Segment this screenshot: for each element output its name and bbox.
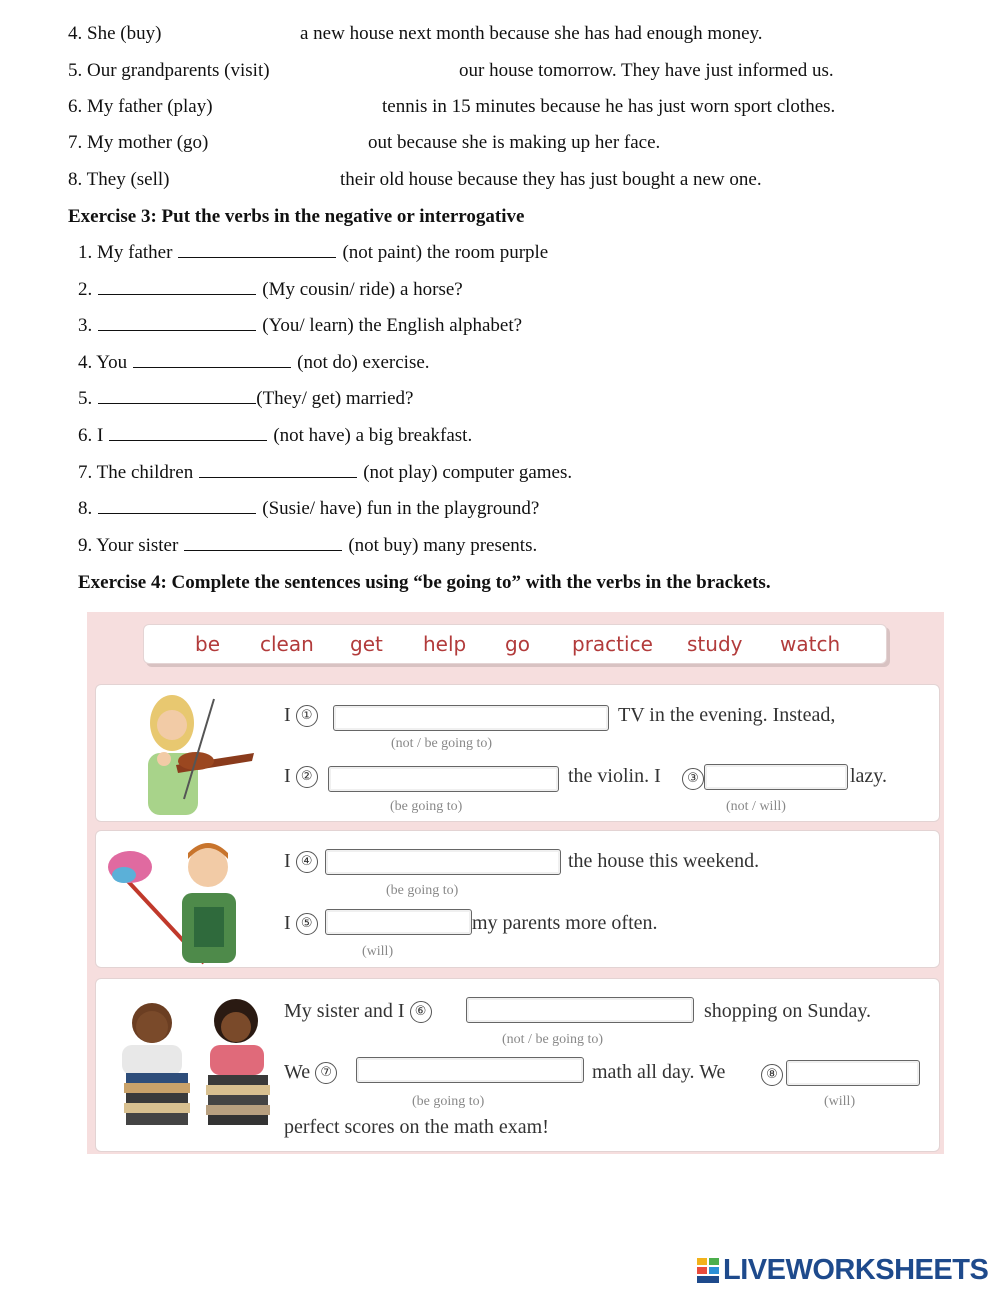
- exercise4-heading: Exercise 4: Complete the sentences using “be going to” with the verbs in the brackets.: [78, 572, 771, 593]
- answer-box-3[interactable]: [704, 764, 848, 790]
- panel3-line1: [284, 999, 432, 1023]
- item-after: (not paint) the room purple: [342, 242, 549, 263]
- hint-1: (not / be going to): [391, 736, 493, 751]
- exercise3-item-8: [78, 497, 539, 521]
- word-bank-item: be: [195, 632, 220, 656]
- item-rest: out because she is making up her face.: [368, 132, 661, 153]
- answer-blank[interactable]: [199, 461, 357, 478]
- exercise3-item-1: [78, 241, 548, 265]
- word-bank-item: study: [687, 632, 743, 656]
- panel2-line1-rest: the house this weekend.: [568, 850, 760, 872]
- panel3-line2: [284, 1060, 337, 1084]
- answer-blank[interactable]: [133, 351, 291, 368]
- answer-box-5[interactable]: [325, 909, 472, 935]
- answer-box-4[interactable]: [325, 849, 561, 875]
- answer-blank[interactable]: [109, 424, 267, 441]
- girl-violin-illustration: [104, 689, 274, 817]
- panel3-line1-rest: shopping on Sunday.: [704, 1000, 872, 1022]
- question-number-3: ③: [682, 768, 704, 790]
- question-number-5: ⑤: [296, 913, 318, 935]
- item-before: 2.: [78, 279, 93, 300]
- panel3-line2-mid: math all day. We: [592, 1061, 726, 1083]
- answer-box-7[interactable]: [356, 1057, 584, 1083]
- exercise4-panel-2: [95, 830, 940, 968]
- hint-3: (not / will): [726, 799, 786, 814]
- panel1-line2: [284, 764, 318, 788]
- item-after: (not buy) many presents.: [348, 535, 538, 556]
- exercise4-area: [87, 612, 944, 1154]
- exercise3-item-9: [78, 534, 537, 558]
- panel1-line2-mid: the violin. I: [568, 765, 661, 787]
- subject: I: [284, 850, 291, 872]
- subject: I: [284, 912, 291, 934]
- item-before: 9. Your sister: [78, 535, 179, 556]
- answer-blank[interactable]: [98, 278, 256, 295]
- item-before: 6. I: [78, 425, 104, 446]
- item-after: (My cousin/ ride) a horse?: [262, 279, 463, 300]
- hint-6: (not / be going to): [502, 1032, 604, 1047]
- item-prompt: 6. My father (play): [68, 96, 213, 117]
- answer-box-8[interactable]: [786, 1060, 920, 1086]
- hint-8: (will): [824, 1094, 856, 1109]
- word-bank-item: clean: [260, 632, 314, 656]
- item-before: 4. You: [78, 352, 128, 373]
- question-number-6: ⑥: [410, 1001, 432, 1023]
- exercise4-panel-1: [95, 684, 940, 822]
- subject: I: [284, 704, 291, 726]
- answer-blank[interactable]: [98, 497, 256, 514]
- panel1-line1-rest: TV in the evening. Instead,: [618, 704, 836, 726]
- item-after: (Susie/ have) fun in the playground?: [262, 498, 540, 519]
- logo-mark-icon: [697, 1258, 721, 1284]
- item-after: (They/ get) married?: [256, 388, 414, 409]
- exercise4-panel-3: [95, 978, 940, 1152]
- exercise3-heading: Exercise 3: Put the verbs in the negative or interrogative: [68, 206, 525, 227]
- panel2-line1: [284, 849, 318, 873]
- question-number-1: ①: [296, 705, 318, 727]
- panel2-line2: [284, 911, 318, 935]
- answer-box-1[interactable]: [333, 705, 609, 731]
- panel2-line2-rest: my parents more often.: [472, 912, 658, 934]
- brand-name: LIVEWORKSHEETS: [723, 1254, 989, 1286]
- item-before: 5.: [78, 388, 93, 409]
- hint-7: (be going to): [412, 1094, 485, 1109]
- panel3-line3: perfect scores on the math exam!: [284, 1116, 549, 1138]
- exercise3-item-7: [78, 461, 572, 485]
- exercise3-item-3: [78, 314, 522, 338]
- exercise3-item-5: [78, 387, 413, 411]
- item-prompt: 7. My mother (go): [68, 132, 209, 153]
- answer-blank[interactable]: [184, 534, 342, 551]
- panel1-line1: [284, 703, 318, 727]
- item-prompt: 8. They (sell): [68, 169, 170, 190]
- exercise3-item-4: [78, 351, 430, 375]
- word-bank-item: help: [423, 632, 467, 656]
- question-number-7: ⑦: [315, 1062, 337, 1084]
- item-after: (not play) computer games.: [363, 462, 573, 483]
- hint-5: (will): [362, 944, 394, 959]
- item-before: 7. The children: [78, 462, 194, 483]
- question-number-2: ②: [296, 766, 318, 788]
- item-after: (You/ learn) the English alphabet?: [262, 315, 523, 336]
- subject: I: [284, 765, 291, 787]
- panel1-line2-rest: lazy.: [850, 765, 888, 787]
- item-rest: their old house because they has just bought a new one.: [340, 169, 762, 190]
- answer-blank[interactable]: [98, 387, 256, 404]
- item-rest: tennis in 15 minutes because he has just worn sport clothes.: [382, 96, 836, 117]
- item-after: (not have) a big breakfast.: [273, 425, 473, 446]
- hint-4: (be going to): [386, 883, 459, 898]
- answer-blank[interactable]: [98, 314, 256, 331]
- item-rest: our house tomorrow. They have just informed us.: [459, 60, 834, 81]
- answer-blank[interactable]: [178, 241, 336, 258]
- word-bank-item: go: [505, 632, 530, 656]
- item-before: 1. My father: [78, 242, 173, 263]
- answer-box-2[interactable]: [328, 766, 559, 792]
- word-bank-item: practice: [572, 632, 653, 656]
- exercise3-item-2: [78, 278, 463, 302]
- answer-box-6[interactable]: [466, 997, 694, 1023]
- subject: We: [284, 1061, 311, 1083]
- children-books-illustration: [106, 993, 276, 1143]
- item-rest: a new house next month because she has had enough money.: [300, 23, 763, 44]
- item-before: 8.: [78, 498, 93, 519]
- question-number-8: ⑧: [761, 1064, 783, 1086]
- hint-2: (be going to): [390, 799, 463, 814]
- item-prompt: 5. Our grandparents (visit): [68, 60, 270, 81]
- item-after: (not do) exercise.: [297, 352, 430, 373]
- item-prompt: 4. She (buy): [68, 23, 162, 44]
- boy-broom-illustration: [104, 837, 274, 965]
- item-before: 3.: [78, 315, 93, 336]
- word-bank: [143, 624, 887, 664]
- word-bank-item: watch: [780, 632, 841, 656]
- exercise3-item-6: [78, 424, 472, 448]
- question-number-4: ④: [296, 851, 318, 873]
- word-bank-item: get: [350, 632, 383, 656]
- subject: My sister and I: [284, 1000, 405, 1022]
